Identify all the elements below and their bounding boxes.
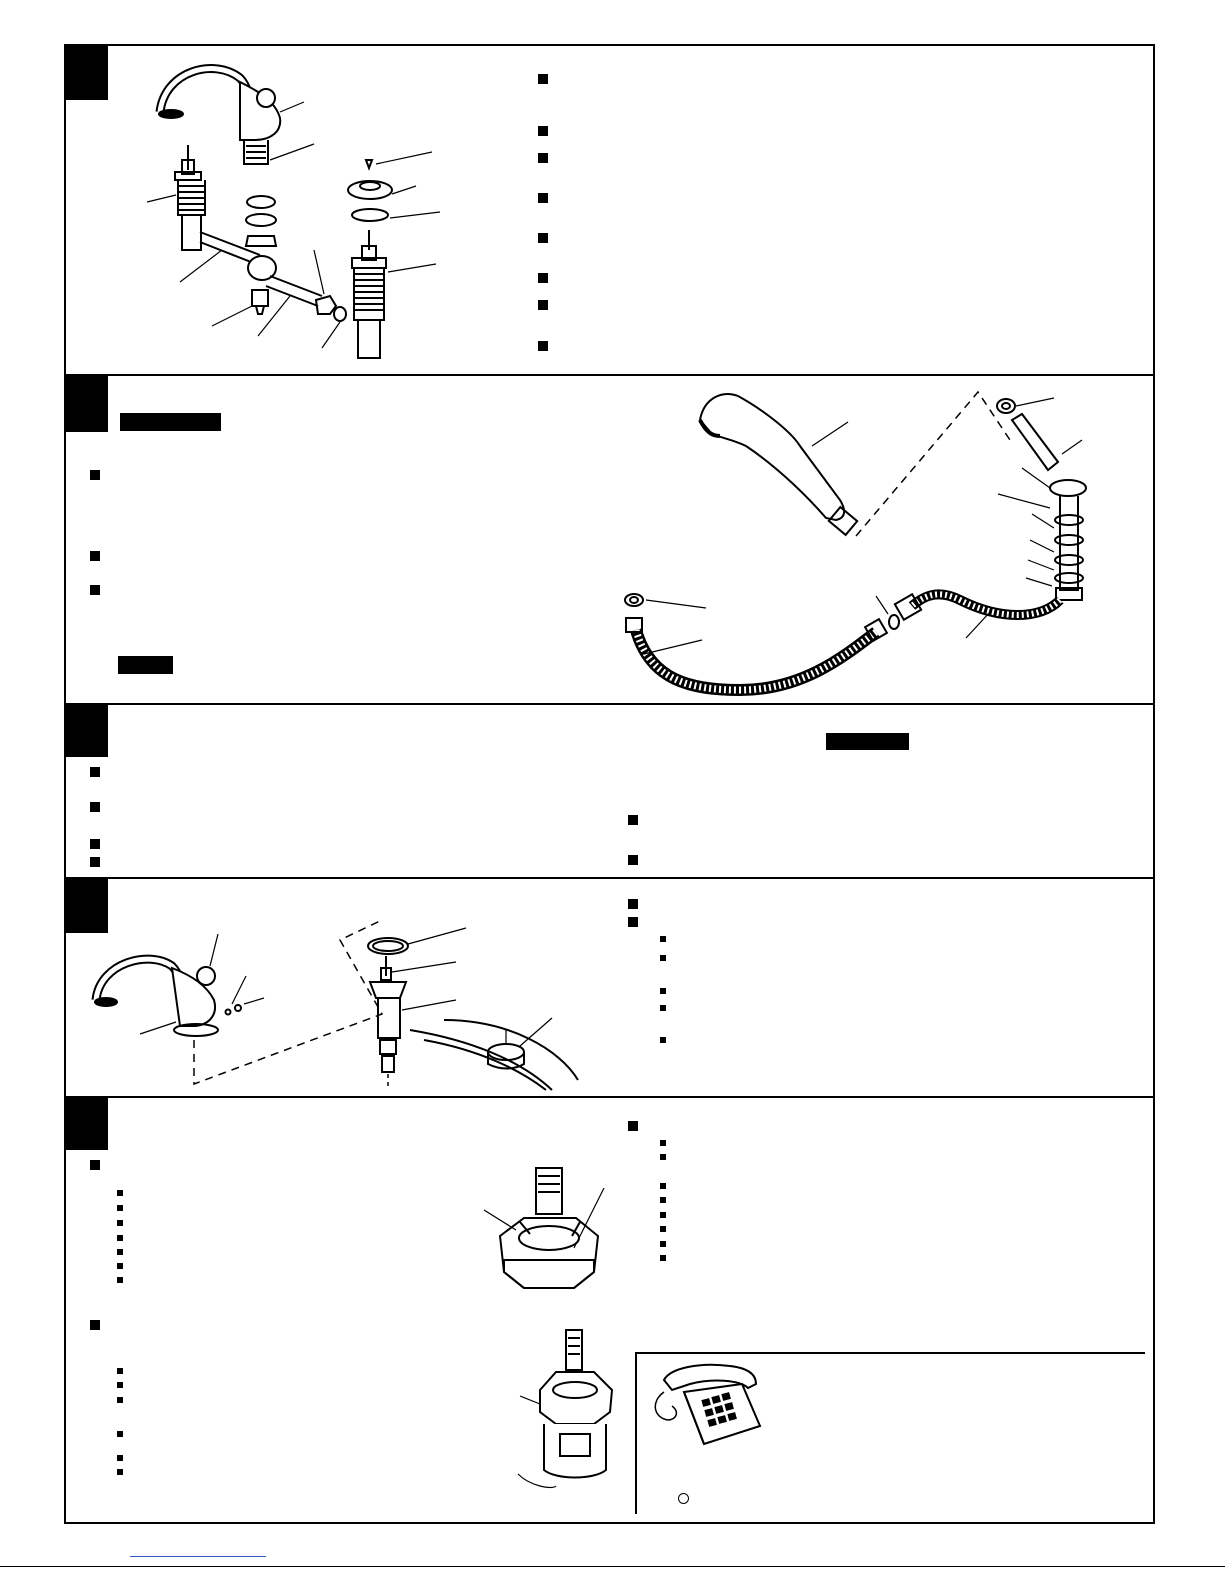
copyright-symbol	[678, 1493, 689, 1504]
footer-rule	[0, 1566, 1225, 1567]
footer-link-underline[interactable]	[130, 1556, 266, 1557]
